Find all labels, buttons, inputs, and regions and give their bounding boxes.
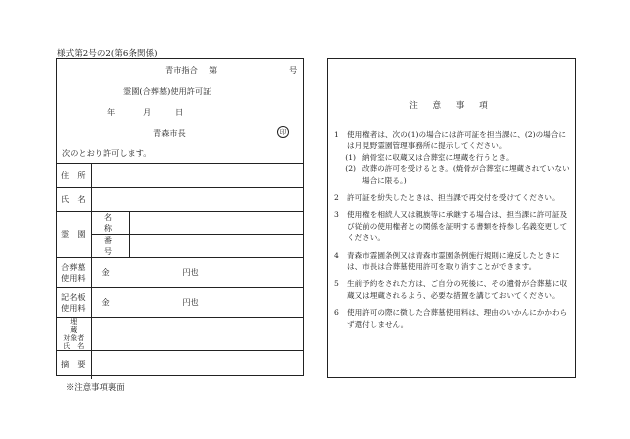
note-num-1: 1 — [334, 130, 339, 139]
note-item-1 — [334, 129, 570, 152]
note-text-2: 許可証を紛失したときは、担当課で再交付を受けてください。 — [347, 193, 560, 203]
form-label: 様式第2号の2(第6条関係) — [57, 49, 158, 59]
notes-title: 注 意 事 項 — [409, 101, 494, 111]
permit-form — [56, 58, 304, 376]
note-item-6 — [334, 307, 570, 330]
buried-label — [57, 318, 91, 351]
buried-label-3: 対象者 — [63, 334, 85, 342]
name-label: 氏 名 — [57, 188, 91, 212]
row-engrave-fee — [57, 288, 303, 318]
address-field[interactable] — [91, 164, 303, 188]
note-item-5 — [334, 278, 570, 301]
note-num-3: 3 — [334, 210, 339, 220]
note-item-2 — [334, 192, 570, 203]
engrave-fee-label-2: 使用料 — [61, 302, 86, 313]
cemetery-name-field[interactable] — [129, 212, 303, 235]
note-text-5: 生前予約をされた方は、ご自分の死後に、その遺骨が合葬墓に収蔵又は埋蔵されるよう、必要な措置を講じておいてください。 — [347, 279, 568, 300]
note-num-2: 2 — [334, 193, 339, 203]
summary-field[interactable] — [91, 351, 303, 379]
buried-label-2: 蔵 — [70, 326, 78, 334]
summary-label: 摘 要 — [57, 351, 91, 379]
name-field[interactable] — [91, 188, 303, 212]
note-subnum-1: (1) — [345, 152, 356, 162]
row-cemetery-name — [57, 212, 303, 235]
note-subtext-2: 改葬の許可を受けるとき。(焼骨が合葬室に埋蔵されていない場合に限る。) — [362, 164, 570, 185]
permit-statement: 次のとおり許可します。 — [62, 148, 152, 158]
engrave-fee-label — [57, 288, 91, 318]
note-subitem-1 — [334, 152, 570, 163]
note-text-6: 使用許可の際に徴した合葬墓使用料は、理由のいかんにかかわらず還付しません。 — [347, 308, 568, 329]
engrave-fee-kin: 金 — [101, 297, 110, 307]
issuer: 青森市長 — [153, 128, 186, 138]
note-num-5: 5 — [334, 279, 339, 289]
cemetery-label: 霊 園 — [57, 212, 91, 258]
note-num-6: 6 — [334, 308, 339, 318]
row-cemetery-number — [57, 235, 303, 258]
engrave-fee-field[interactable] — [91, 288, 303, 318]
row-name — [57, 188, 303, 212]
row-summary — [57, 351, 303, 379]
notes-panel — [327, 58, 576, 378]
note-subnum-2: (2) — [345, 164, 356, 174]
date-month: 月 — [143, 107, 152, 117]
footnote: ※注意事項裏面 — [66, 382, 125, 392]
joint-fee-yen: 円也 — [182, 267, 199, 277]
number-go: 号 — [289, 65, 298, 75]
cemetery-number-label: 番 号 — [91, 235, 129, 258]
note-subtext-1: 納骨室に収蔵又は合葬室に埋蔵を行うとき。 — [362, 152, 514, 162]
notes-list — [334, 129, 570, 336]
note-item-4 — [334, 250, 570, 273]
seal-mark — [277, 126, 289, 138]
row-joint-fee — [57, 258, 303, 288]
buried-label-1: 埋 — [70, 318, 78, 326]
joint-fee-field[interactable] — [91, 258, 303, 288]
permit-title: 霊園(合葬墓)使用許可証 — [123, 86, 212, 96]
cemetery-name-label: 名 称 — [91, 212, 129, 235]
note-text-3: 使用権を相続人又は親族等に承継する場合は、担当課に許可証及び従前の使用権者との関係を証明する書類を持参し名義変更してください。 — [347, 210, 568, 243]
joint-fee-label-2: 使用料 — [61, 272, 86, 283]
city-ref: 青市指合 — [165, 65, 198, 75]
number-dai: 第 — [209, 65, 218, 75]
date-year: 年 — [107, 107, 116, 117]
date-day: 日 — [175, 107, 184, 117]
note-num-4: 4 — [334, 250, 339, 260]
buried-label-4: 氏 名 — [63, 342, 85, 350]
cemetery-number-field[interactable] — [129, 235, 303, 258]
note-subitem-2 — [334, 163, 570, 186]
row-address — [57, 164, 303, 188]
seal-icon: 印 — [277, 126, 289, 138]
note-item-3 — [334, 209, 570, 243]
joint-fee-label — [57, 258, 91, 288]
joint-fee-kin: 金 — [101, 267, 110, 277]
row-buried — [57, 318, 303, 351]
engrave-fee-yen: 円也 — [182, 297, 199, 307]
note-text-1: 使用権者は、次の(1)の場合には許可証を担当課に、(2)の場合には月見野霊園管理事務所に提示してください。 — [347, 130, 566, 151]
engrave-fee-label-1: 記名板 — [61, 291, 86, 302]
joint-fee-label-1: 合葬墓 — [61, 261, 86, 272]
buried-field[interactable] — [91, 318, 303, 351]
form-grid — [57, 163, 303, 379]
address-label: 住 所 — [57, 164, 91, 188]
note-text-4: 青森市霊園条例又は青森市霊園条例施行規則に違反したときには、市長は合葬墓使用許可を取り消すことができます。 — [347, 250, 560, 272]
